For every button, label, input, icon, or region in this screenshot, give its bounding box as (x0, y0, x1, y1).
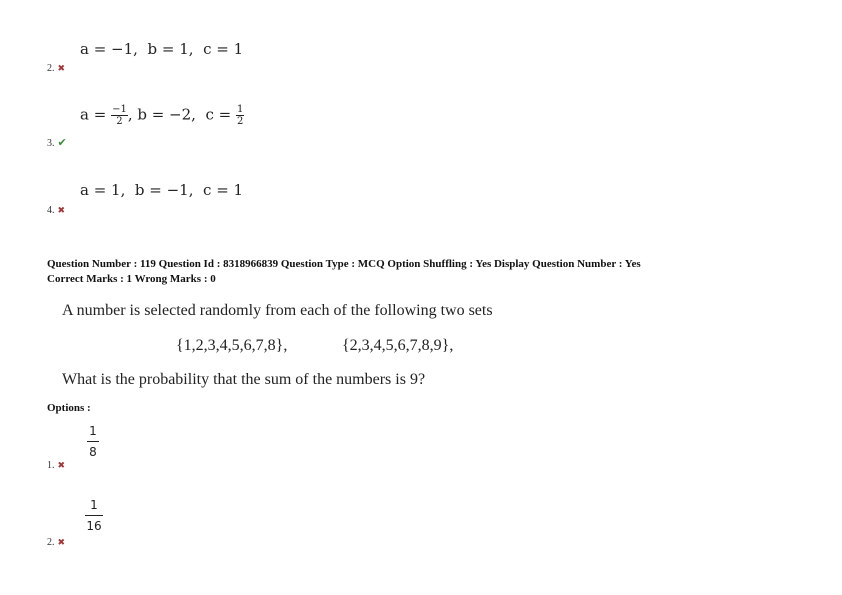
fraction-c (236, 104, 244, 127)
eq-b: , b = −2, (127, 105, 196, 124)
frac-bar (87, 441, 99, 442)
set-2: {2,3,4,5,6,7,8,9}, (342, 337, 454, 354)
prev-option-4-equation (80, 181, 243, 199)
eq-a: a = 1, (80, 181, 126, 199)
option-number: 2. (47, 537, 55, 548)
eq-b: b = −1, (134, 181, 194, 199)
options-heading: Options : (47, 402, 91, 414)
fraction-a (111, 104, 128, 127)
option-1-label[interactable] (47, 460, 65, 471)
prev-option-3-label (47, 136, 67, 149)
frac-denominator: 8 (89, 445, 97, 459)
prev-option-2-equation (80, 40, 243, 58)
set-1: {1,2,3,4,5,6,7,8}, (176, 337, 288, 354)
frac-numerator: 1 (237, 104, 244, 115)
check-icon: ✔ (57, 137, 67, 149)
frac-denominator: 2 (116, 116, 123, 127)
frac-numerator: 1 (90, 498, 98, 512)
wrong-icon: ✖ (57, 205, 66, 215)
wrong-icon: ✖ (57, 460, 66, 470)
frac-numerator: −1 (112, 104, 127, 115)
frac-bar (85, 515, 103, 516)
option-number: 3. (47, 138, 55, 149)
eq-c: c = 1 (203, 40, 244, 58)
prev-option-4-label (47, 205, 65, 216)
option-number: 4. (47, 205, 55, 216)
frac-numerator: 1 (89, 424, 97, 438)
eq-b: b = 1, (147, 40, 194, 58)
frac-denominator: 2 (237, 116, 244, 127)
eq-c-prefix: c = (205, 105, 232, 124)
eq-c: c = 1 (203, 181, 244, 199)
wrong-icon: ✖ (57, 63, 66, 73)
eq-a: a = −1, (80, 40, 138, 58)
prev-option-2-label (47, 63, 65, 74)
option-1-fraction (86, 424, 100, 459)
question-ask: What is the probability that the sum of the numbers is 9? (62, 371, 426, 388)
option-number: 2. (47, 63, 55, 74)
question-meta-line-2: Correct Marks : 1 Wrong Marks : 0 (47, 273, 216, 285)
option-2-fraction (84, 498, 104, 533)
option-2-label[interactable] (47, 537, 65, 548)
question-text: A number is selected randomly from each of the following two sets (62, 302, 493, 319)
question-meta-line-1: Question Number : 119 Question Id : 8318966839 Question Type : MCQ Option Shuffling : Yes Display Question Number : Yes (47, 258, 641, 270)
wrong-icon: ✖ (57, 537, 66, 547)
prev-option-3-equation (80, 104, 244, 127)
option-number: 1. (47, 460, 55, 471)
eq-a-prefix: a = (80, 105, 107, 124)
frac-denominator: 16 (86, 519, 102, 533)
